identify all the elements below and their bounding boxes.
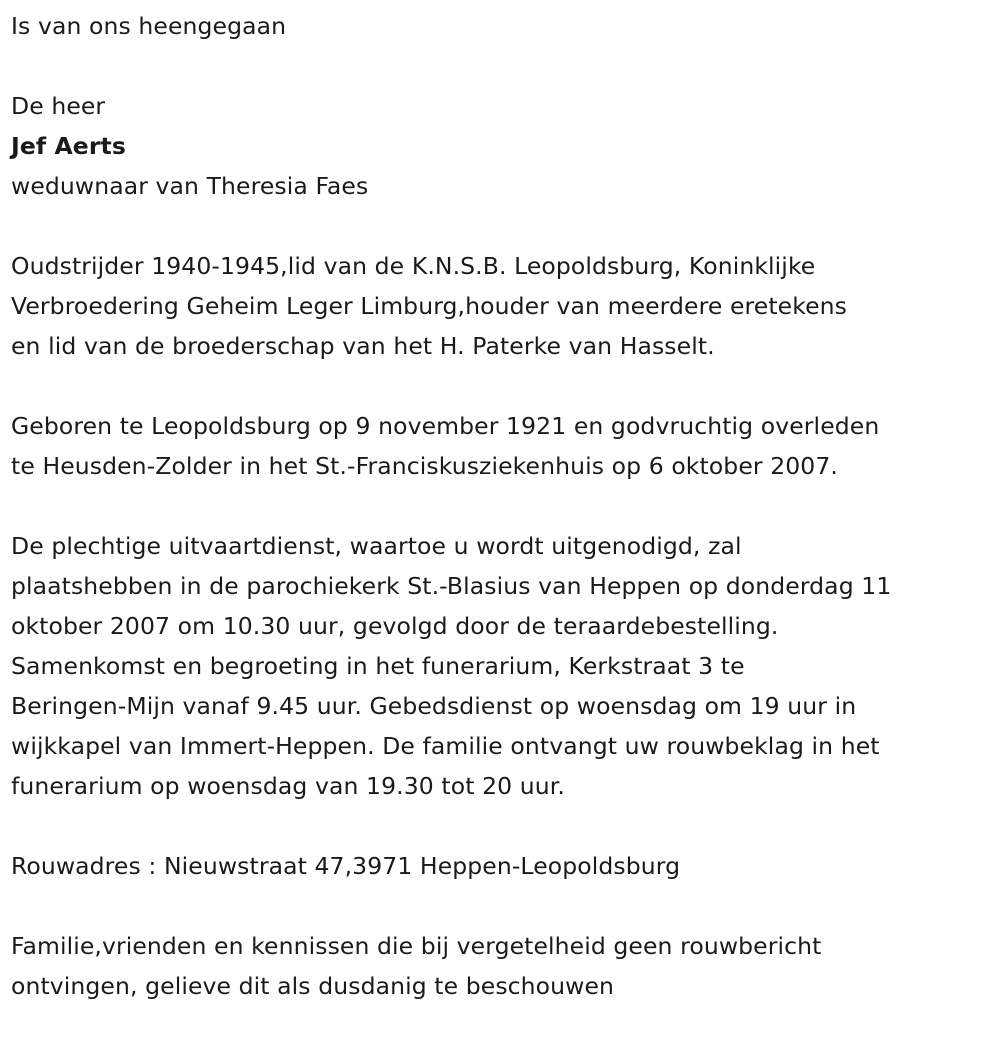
spacer xyxy=(11,886,996,926)
spacer xyxy=(11,806,996,846)
spacer xyxy=(11,366,996,406)
relation-line: weduwnaar van Theresia Faes xyxy=(11,172,369,200)
birth-death-paragraph: Geboren te Leopoldsburg op 9 november 1921 en godvruchtig overleden te Heusden-Zolder in het St.-Franciskusziekenhuis op 6 oktober 2007. xyxy=(11,412,880,480)
spacer xyxy=(11,206,996,246)
closing-paragraph: Familie,vrienden en kennissen die bij vergetelheid geen rouwbericht ontvingen, gelieve dit als dusdanig te beschouwen xyxy=(11,932,822,1000)
honours-paragraph: Oudstrijder 1940-1945,lid van de K.N.S.B. Leopoldsburg, Koninklijke Verbroedering Geheim Leger Limburg,houder van meerdere eretekens en lid van de broederschap van het H. Paterke van Hasselt. xyxy=(11,252,847,360)
intro-line: Is van ons heengegaan xyxy=(11,12,287,40)
deceased-name: Jef Aerts xyxy=(11,132,126,160)
obituary-notice xyxy=(11,6,996,1006)
spacer xyxy=(11,486,996,526)
mourning-address: Rouwadres : Nieuwstraat 47,3971 Heppen-Leopoldsburg xyxy=(11,852,681,880)
spacer xyxy=(11,46,996,86)
salutation: De heer xyxy=(11,92,106,120)
service-paragraph: De plechtige uitvaartdienst, waartoe u wordt uitgenodigd, zal plaatshebben in de parochiekerk St.-Blasius van Heppen op donderdag 11 oktober 2007 om 10.30 uur, gevolgd door de teraardebestelling. Samenkomst en begroeting in het funerarium, Kerkstraat 3 te Beringen-Mijn vanaf 9.45 uur. Gebedsdienst op woensdag om 19 uur in wijkkapel van Immert-Heppen. De familie ontvangt uw rouwbeklag in het funerarium op woensdag van 19.30 tot 20 uur. xyxy=(11,532,892,800)
